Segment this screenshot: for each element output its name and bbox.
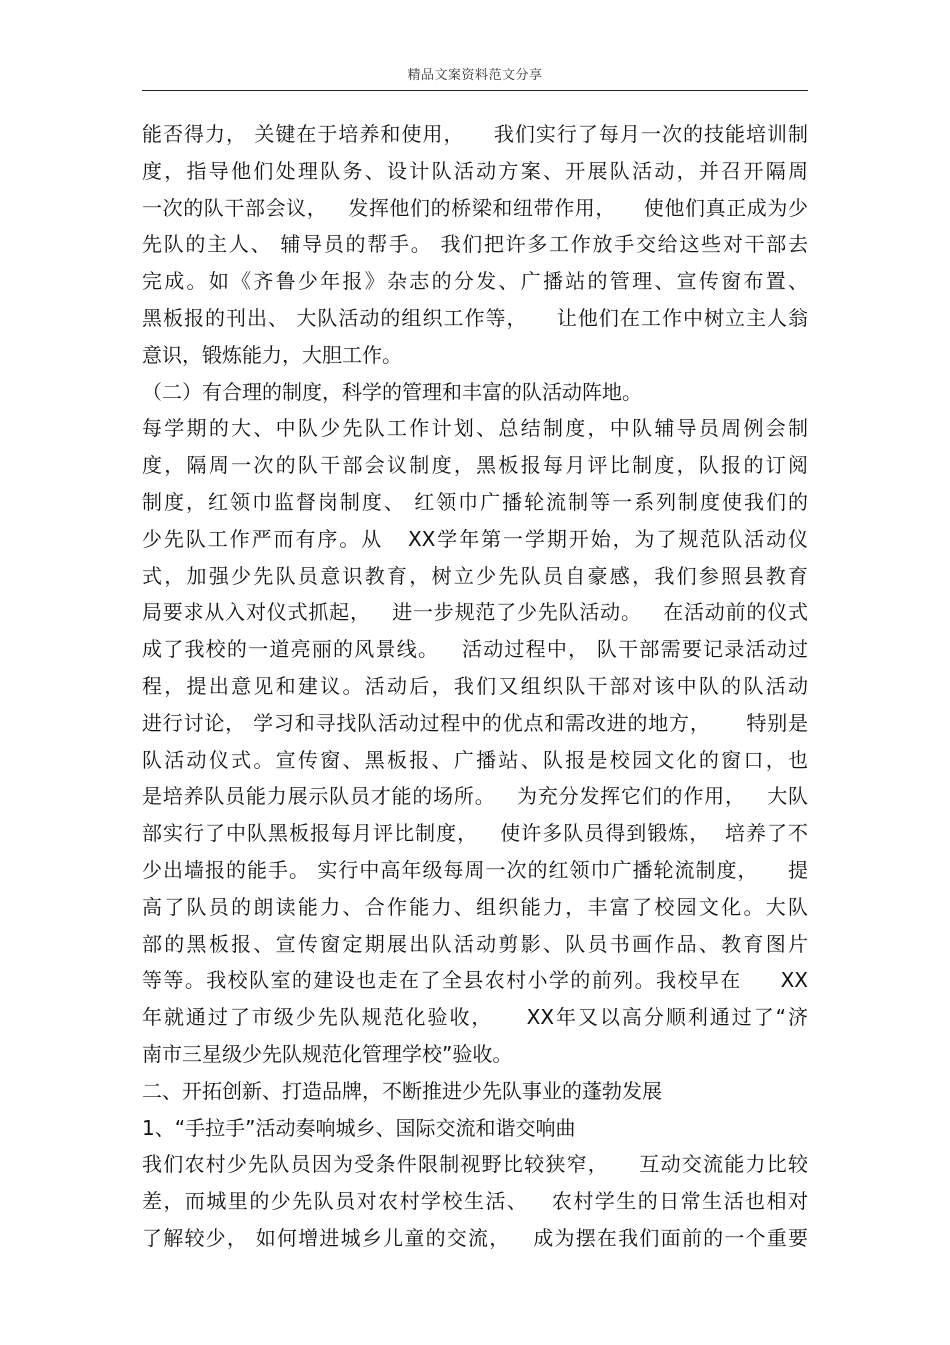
text-line: 式，加强少先队员意识教育，树立少先队员自豪感，我们参照县教育: [142, 563, 808, 588]
text-line: 了解较少， 如何增进城乡儿童的交流， 成为摆在我们面前的一个重要: [142, 1225, 808, 1250]
text-line: 进行讨论， 学习和寻找队活动过程中的优点和需改进的地方， 特别是: [142, 710, 808, 735]
text-line: 队活动仪式。宣传窗、黑板报、广播站、队报是校园文化的窗口，也: [142, 747, 808, 772]
text-line: 少先队工作严而有序。从 XX学年第一学期开始，为了规范队活动仪: [142, 526, 808, 551]
text-line: 二、开拓创新、打造品牌，不断推进少先队事业的蓬勃发展: [142, 1078, 662, 1103]
text-line: 先队的主人、 辅导员的帮手。 我们把许多工作放手交给这些对干部去: [142, 232, 808, 257]
text-line: 制度，红领巾监督岗制度、 红领巾广播轮流制等一系列制度使我们的: [142, 489, 808, 514]
text-line: 1、“手拉手”活动奏响城乡、国际交流和谐交响曲: [142, 1115, 576, 1140]
text-line: 成了我校的一道亮丽的风景线。 活动过程中， 队干部需要记录活动过: [142, 637, 808, 662]
text-line: 等等。我校队室的建设也走在了全县农村小学的前列。我校早在 XX: [142, 968, 808, 993]
text-line: 高了队员的朗读能力、合作能力、组织能力，丰富了校园文化。大队: [142, 894, 808, 919]
text-line: 度，指导他们处理队务、设计队活动方案、开展队活动，并召开隔周: [142, 158, 808, 183]
text-line: 年就通过了市级少先队规范化验收， XX年又以高分顺利通过了“济: [142, 1005, 808, 1030]
page-header: 精品文案资料范文分享: [407, 68, 543, 83]
text-line: 完成。如《齐鲁少年报》杂志的分发、广播站的管理、宣传窗布置、: [142, 269, 808, 294]
text-line: 每学期的大、中队少先队工作计划、总结制度，中队辅导员周例会制: [142, 416, 808, 441]
text-line: （二）有合理的制度，科学的管理和丰富的队活动阵地。: [142, 379, 642, 404]
text-line: 能否得力， 关键在于培养和使用， 我们实行了每月一次的技能培训制: [142, 122, 808, 146]
document-body: [142, 116, 808, 1257]
text-line: 差，而城里的少先队员对农村学校生活、 农村学生的日常生活也相对: [142, 1189, 808, 1214]
text-line: 部实行了中队黑板报每月评比制度， 使许多队员得到锻炼， 培养了不: [142, 821, 808, 846]
text-line: 是培养队员能力展示队员才能的场所。 为充分发挥它们的作用， 大队: [142, 784, 808, 809]
text-line: 少出墙报的能手。 实行中高年级每周一次的红领巾广播轮流制度， 提: [142, 857, 808, 882]
text-line: 黑板报的刊出、 大队活动的组织工作等， 让他们在工作中树立主人翁: [142, 305, 808, 330]
text-line: 我们农村少先队员因为受条件限制视野比较狭窄， 互动交流能力比较: [142, 1152, 808, 1177]
text-line: 度，隔周一次的队干部会议制度，黑板报每月评比制度，队报的订阅: [142, 453, 808, 478]
header-divider: [142, 90, 808, 91]
text-line: 一次的队干部会议， 发挥他们的桥梁和纽带作用， 使他们真正成为少: [142, 195, 808, 220]
text-line: 程，提出意见和建议。活动后，我们又组织队干部对该中队的队活动: [142, 673, 808, 698]
text-line: 部的黑板报、宣传窗定期展出队活动剪影、队员书画作品、教育图片: [142, 931, 808, 956]
text-line: 南市三星级少先队规范化管理学校”验收。: [142, 1041, 513, 1066]
text-line: 局要求从入对仪式抓起， 进一步规范了少先队活动。 在活动前的仪式: [142, 600, 808, 625]
text-line: 意识，锻炼能力，大胆工作。: [142, 342, 402, 367]
